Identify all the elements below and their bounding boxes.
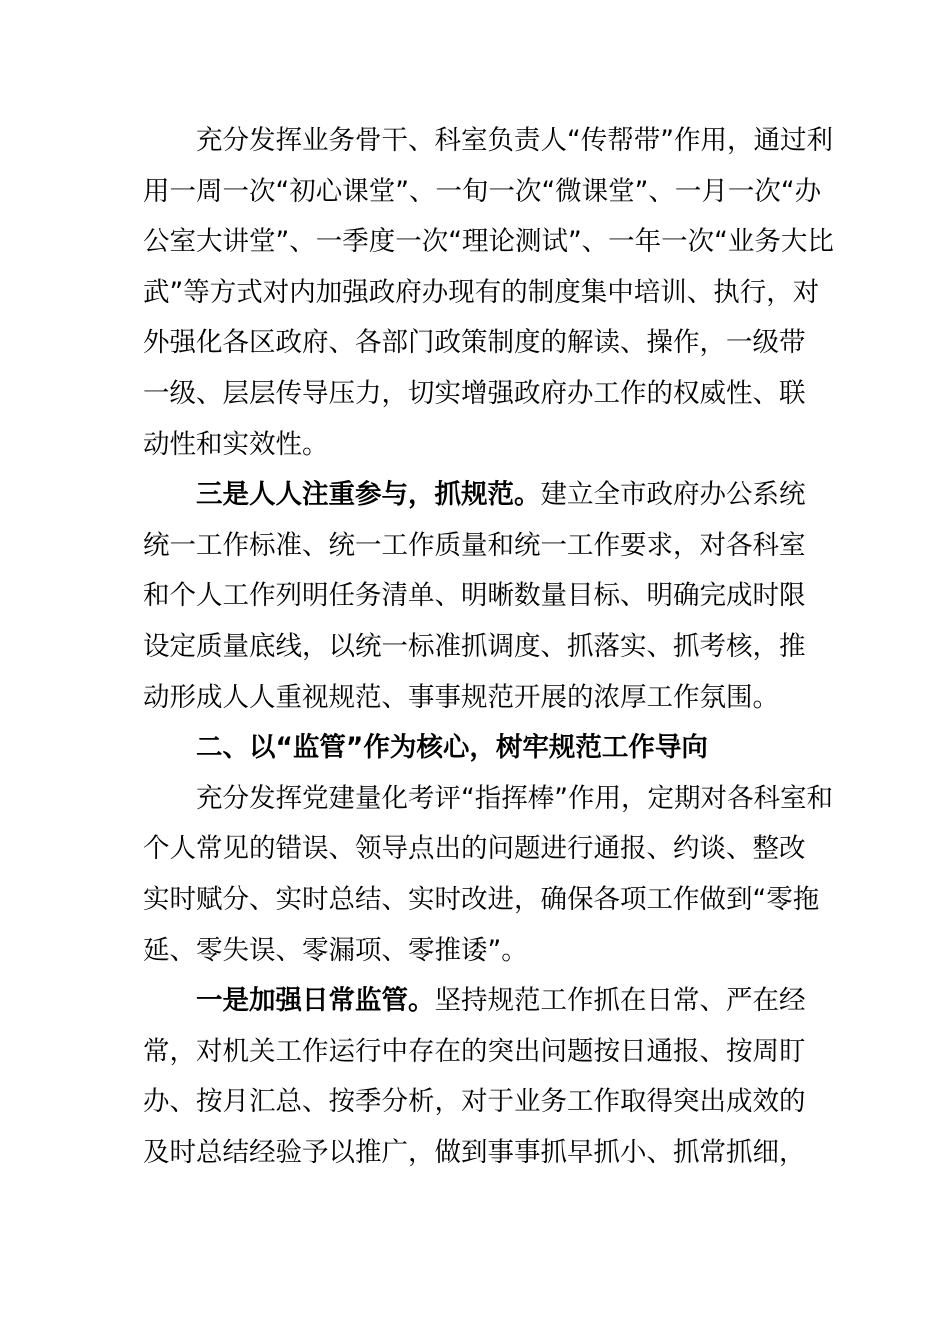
paragraph-lead: 一是加强日常监管。: [196, 985, 435, 1017]
text-line: 设定质量底线，以统一标准抓调度、抓落实、抓考核，推: [143, 630, 806, 662]
text-line: 一级、层层传导压力，切实增强政府办工作的权威性、联: [143, 377, 806, 409]
text-line: 实时赋分、实时总结、实时改进，确保各项工作做到“零拖: [143, 883, 820, 915]
paragraph-evaluation: [143, 774, 833, 976]
section-heading: 二、以“监管”作为核心，树牢规范工作导向: [196, 732, 708, 764]
text-line: 坚持规范工作抓在日常、严在经: [434, 985, 806, 1017]
text-line: 办、按月汇总、按季分析，对于业务工作取得突出成效的: [143, 1086, 806, 1118]
text-line: 武”等方式对内加强政府办现有的制度集中培训、执行，对: [143, 276, 820, 308]
text-line: 充分发挥党建量化考评“指挥棒”作用，定期对各科室和: [196, 782, 833, 814]
paragraph-mentoring: [143, 116, 834, 470]
text-line: 动形成人人重视规范、事事规范开展的浓厚工作氛围。: [143, 681, 779, 713]
text-line: 用一周一次“初心课堂”、一旬一次“微课堂”、一月一次“办: [143, 175, 822, 207]
document-body: [143, 116, 834, 1178]
text-line: 建立全市政府办公系统: [540, 479, 806, 511]
text-line: 统一工作标准、统一工作质量和统一工作要求，对各科室: [143, 529, 806, 561]
text-line: 动性和实效性。: [143, 428, 329, 460]
text-line: 延、零失误、零漏项、零推诿”。: [143, 934, 528, 966]
text-line: 和个人工作列明任务清单、明晰数量目标、明确完成时限: [143, 580, 806, 612]
text-line: 充分发挥业务骨干、科室负责人“传帮带”作用，通过利: [196, 125, 833, 156]
paragraph-daily-supervision: [143, 976, 809, 1178]
paragraph-lead: 三是人人注重参与，抓规范。: [196, 479, 541, 511]
text-line: 个人常见的错误、领导点出的问题进行通报、约谈、整改: [143, 833, 806, 865]
text-line: 外强化各区政府、各部门政策制度的解读、操作，一级带: [143, 327, 806, 359]
text-line: 及时总结经验予以推广，做到事事抓早抓小、抓常抓细，: [143, 1136, 806, 1168]
text-line: 公室大讲堂”、一季度一次“理论测试”、一年一次“业务大比: [143, 226, 834, 258]
text-line: 常，对机关工作运行中存在的突出问题按日通报、按周盯: [143, 1035, 806, 1067]
paragraph-participation: [143, 470, 809, 723]
